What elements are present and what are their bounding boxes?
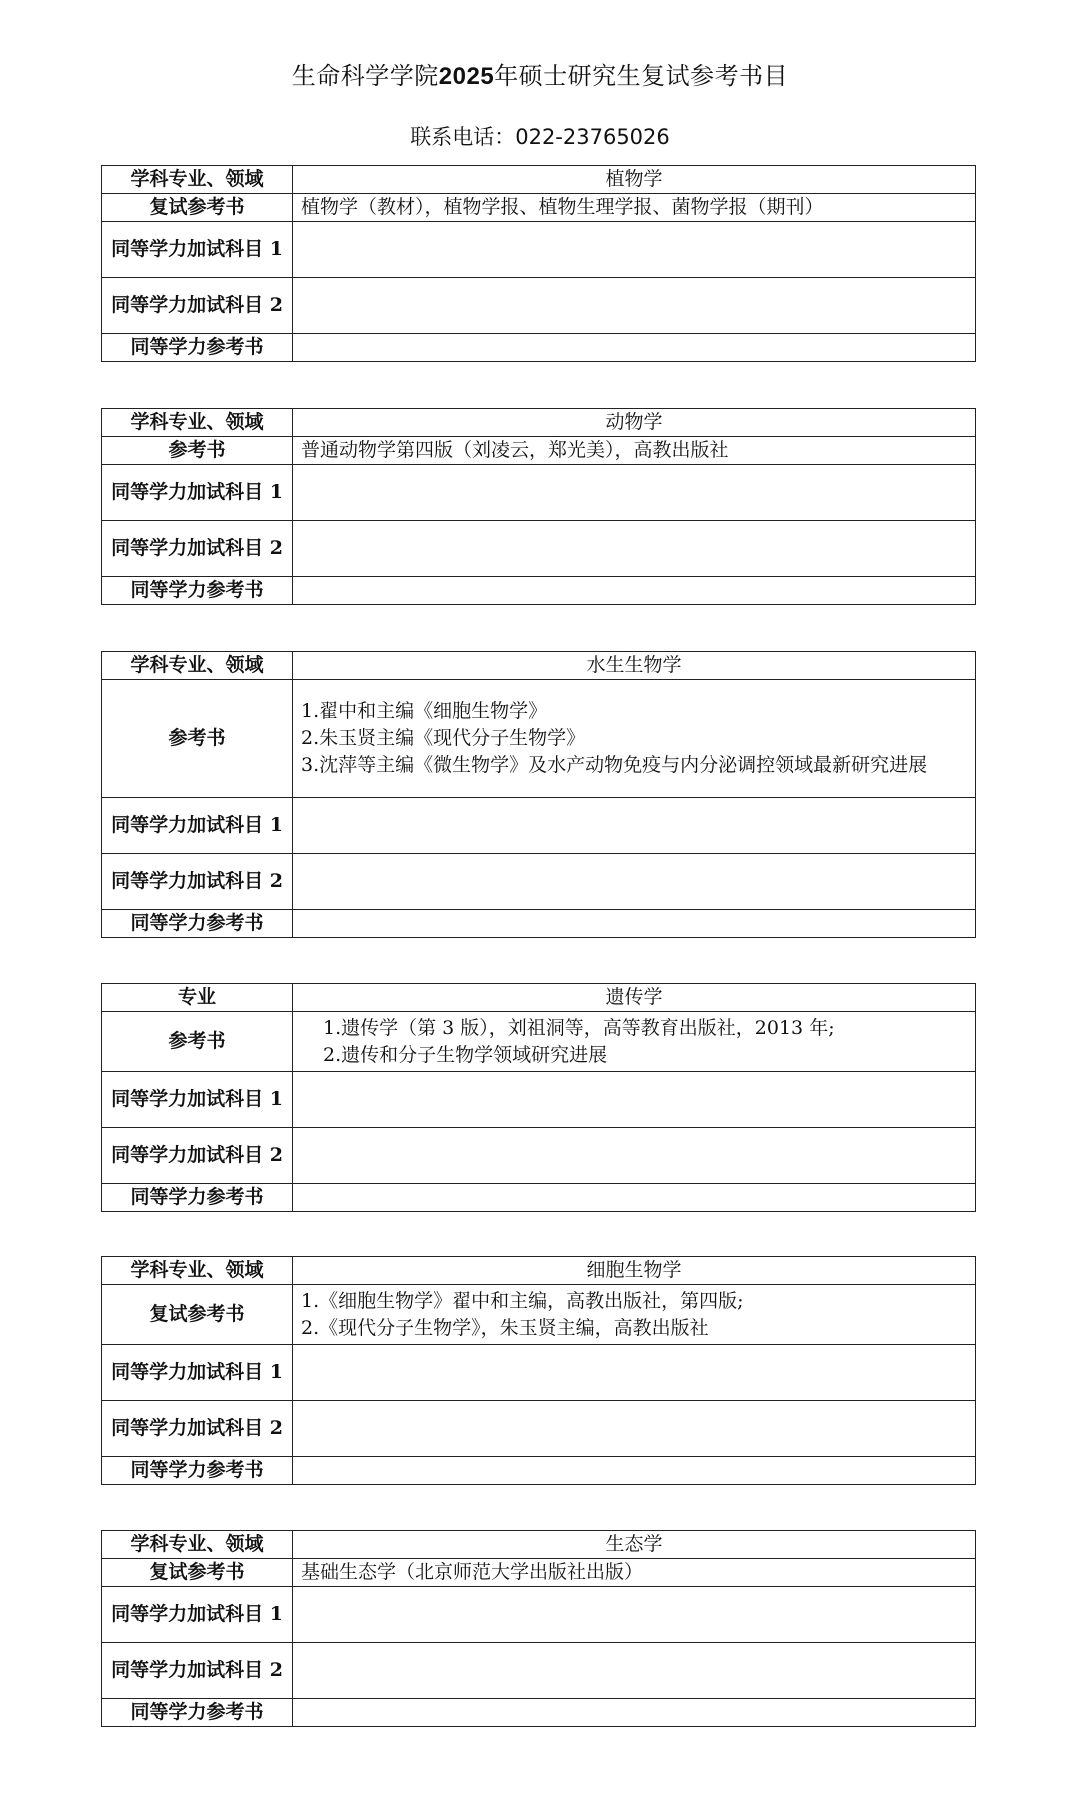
reference-books (293, 1559, 976, 1587)
table-row (102, 1184, 976, 1212)
table-row (102, 1128, 976, 1184)
extra-subject-2-value (293, 278, 976, 334)
extra-subject-2-value (293, 1401, 976, 1457)
table-row (102, 409, 976, 437)
table-row (102, 1643, 976, 1699)
table-row (102, 465, 976, 521)
major-label: 专业 (102, 984, 293, 1012)
table-row (102, 1457, 976, 1485)
table-row (102, 222, 976, 278)
table-ecology (101, 1530, 976, 1727)
table-row (102, 521, 976, 577)
equiv-ref-label: 同等学力参考书 (102, 910, 293, 938)
extra-subject-1-label: 同等学力加试科目 1 (102, 1345, 293, 1401)
title-year: 2025 (438, 63, 495, 90)
field-label: 学科专业、领域 (102, 1531, 293, 1559)
reference-item: 2.《现代分子生物学》，朱玉贤主编，高教出版社 (301, 1316, 709, 1339)
extra-subject-2-label: 同等学力加试科目 2 (102, 1128, 293, 1184)
contact-phone: 联系电话：022-23765026 (410, 125, 670, 149)
reference-books (293, 1285, 976, 1345)
ref-label: 参考书 (102, 680, 293, 798)
extra-subject-2-label: 同等学力加试科目 2 (102, 1643, 293, 1699)
extra-subject-2-value (293, 521, 976, 577)
document-title (0, 60, 1080, 93)
subject-name: 水生生物学 (293, 652, 976, 680)
subject-name: 遗传学 (293, 984, 976, 1012)
extra-subject-1-value (293, 1072, 976, 1128)
table-row (102, 577, 976, 605)
equiv-ref-label: 同等学力参考书 (102, 1184, 293, 1212)
reference-books (293, 194, 976, 222)
retest-ref-label: 复试参考书 (102, 1285, 293, 1345)
extra-subject-1-label: 同等学力加试科目 1 (102, 798, 293, 854)
reference-books (293, 1012, 976, 1072)
equiv-ref-value (293, 334, 976, 362)
equiv-ref-value (293, 1457, 976, 1485)
equiv-ref-label: 同等学力参考书 (102, 1699, 293, 1727)
reference-item: 2.朱玉贤主编《现代分子生物学》 (301, 727, 586, 749)
field-label: 学科专业、领域 (102, 409, 293, 437)
field-label: 学科专业、领域 (102, 166, 293, 194)
table-cell-biology (101, 1256, 976, 1485)
subject-name: 细胞生物学 (293, 1257, 976, 1285)
table-row (102, 1257, 976, 1285)
subject-name: 植物学 (293, 166, 976, 194)
extra-subject-2-value (293, 854, 976, 910)
equiv-ref-value (293, 1184, 976, 1212)
table-zoology (101, 408, 976, 605)
extra-subject-1-value (293, 465, 976, 521)
table-row (102, 1012, 976, 1072)
extra-subject-1-label: 同等学力加试科目 1 (102, 1587, 293, 1643)
extra-subject-2-label: 同等学力加试科目 2 (102, 854, 293, 910)
field-label: 学科专业、领域 (102, 1257, 293, 1285)
table-row (102, 1587, 976, 1643)
extra-subject-2-label: 同等学力加试科目 2 (102, 1401, 293, 1457)
table-row (102, 652, 976, 680)
title-prefix: 生命科学学院 (291, 62, 439, 90)
table-row (102, 334, 976, 362)
reference-books (293, 437, 976, 465)
table-row (102, 1285, 976, 1345)
reference-item: 2.遗传和分子生物学领域研究进展 (323, 1043, 608, 1066)
title-suffix: 年硕士研究生复试参考书目 (494, 62, 789, 90)
table-row (102, 194, 976, 222)
extra-subject-1-value (293, 1587, 976, 1643)
retest-ref-label: 复试参考书 (102, 194, 293, 222)
table-row (102, 437, 976, 465)
table-row (102, 984, 976, 1012)
subject-name: 生态学 (293, 1531, 976, 1559)
reference-item: 1.《细胞生物学》翟中和主编，高教出版社，第四版; (301, 1289, 744, 1312)
extra-subject-1-label: 同等学力加试科目 1 (102, 222, 293, 278)
table-row (102, 854, 976, 910)
table-row (102, 1401, 976, 1457)
equiv-ref-label: 同等学力参考书 (102, 334, 293, 362)
reference-books (293, 680, 976, 798)
table-row (102, 1559, 976, 1587)
extra-subject-1-value (293, 798, 976, 854)
extra-subject-2-value (293, 1643, 976, 1699)
table-row (102, 680, 976, 798)
equiv-ref-label: 同等学力参考书 (102, 577, 293, 605)
field-label: 学科专业、领域 (102, 652, 293, 680)
table-genetics (101, 983, 976, 1212)
ref-label: 参考书 (102, 437, 293, 465)
extra-subject-1-label: 同等学力加试科目 1 (102, 465, 293, 521)
table-row (102, 910, 976, 938)
extra-subject-1-label: 同等学力加试科目 1 (102, 1072, 293, 1128)
reference-item: 1.遗传学（第 3 版），刘祖洞等，高等教育出版社，2013 年; (323, 1016, 835, 1039)
table-row (102, 798, 976, 854)
equiv-ref-label: 同等学力参考书 (102, 1457, 293, 1485)
extra-subject-1-value (293, 1345, 976, 1401)
extra-subject-2-label: 同等学力加试科目 2 (102, 278, 293, 334)
subject-name: 动物学 (293, 409, 976, 437)
equiv-ref-value (293, 910, 976, 938)
table-row (102, 278, 976, 334)
table-row (102, 1531, 976, 1559)
table-row (102, 1699, 976, 1727)
reference-item: 基础生态学（北京师范大学出版社出版） (301, 1561, 644, 1583)
extra-subject-2-value (293, 1128, 976, 1184)
reference-item: 植物学（教材），植物学报、植物生理学报、菌物学报（期刊） (301, 196, 824, 218)
table-row (102, 1345, 976, 1401)
table-botany (101, 165, 976, 362)
table-hydrobiology (101, 651, 976, 938)
equiv-ref-value (293, 1699, 976, 1727)
table-row (102, 166, 976, 194)
reference-item: 普通动物学第四版（刘凌云，郑光美），高教出版社 (301, 439, 729, 461)
reference-item: 3.沈萍等主编《微生物学》及水产动物免疫与内分泌调控领域最新研究进展 (301, 754, 928, 776)
extra-subject-2-label: 同等学力加试科目 2 (102, 521, 293, 577)
table-row (102, 1072, 976, 1128)
reference-item: 1.翟中和主编《细胞生物学》 (301, 700, 548, 722)
ref-label: 参考书 (102, 1012, 293, 1072)
equiv-ref-value (293, 577, 976, 605)
extra-subject-1-value (293, 222, 976, 278)
retest-ref-label: 复试参考书 (102, 1559, 293, 1587)
